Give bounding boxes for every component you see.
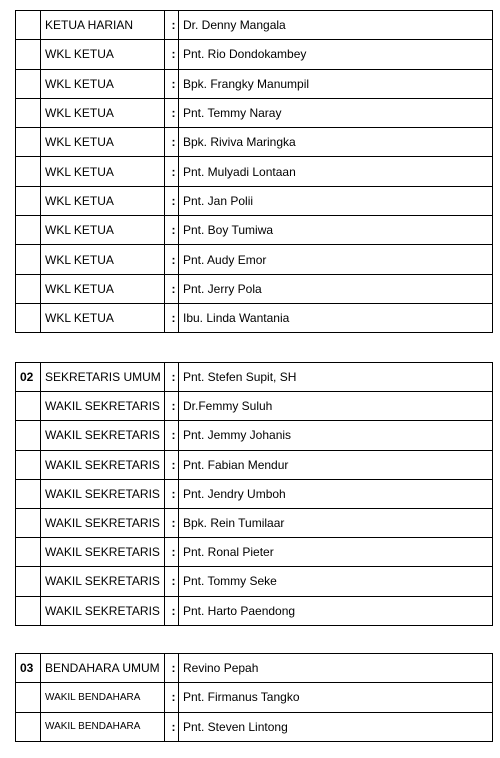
role-cell: WKL KETUA bbox=[41, 216, 165, 245]
colon-cell: : bbox=[165, 508, 179, 537]
number-cell bbox=[16, 392, 41, 421]
name-cell: Pnt. Ronal Pieter bbox=[179, 538, 493, 567]
colon-cell: : bbox=[165, 567, 179, 596]
table-row bbox=[16, 508, 493, 537]
name-cell: Pnt. Rio Dondokambey bbox=[179, 40, 493, 69]
table-row bbox=[16, 303, 493, 332]
name-cell: Bpk. Rein Tumilaar bbox=[179, 508, 493, 537]
section-number bbox=[16, 11, 41, 40]
name-cell: Dr.Femmy Suluh bbox=[179, 392, 493, 421]
name-cell: Pnt. Temmy Naray bbox=[179, 98, 493, 127]
table-row bbox=[16, 450, 493, 479]
table-row bbox=[16, 363, 493, 392]
name-cell: Dr. Denny Mangala bbox=[179, 11, 493, 40]
committee-table-ketua bbox=[15, 10, 493, 333]
name-cell: Pnt. Tommy Seke bbox=[179, 567, 493, 596]
table-row bbox=[16, 186, 493, 215]
colon-cell: : bbox=[165, 11, 179, 40]
role-cell: WAKIL SEKRETARIS bbox=[41, 508, 165, 537]
role-cell: WAKIL SEKRETARIS bbox=[41, 538, 165, 567]
name-cell: Pnt. Firmanus Tangko bbox=[179, 683, 493, 712]
role-cell: WKL KETUA bbox=[41, 40, 165, 69]
number-cell bbox=[16, 508, 41, 537]
name-cell: Revino Pepah bbox=[179, 654, 493, 683]
table-row bbox=[16, 157, 493, 186]
number-cell bbox=[16, 450, 41, 479]
number-cell bbox=[16, 128, 41, 157]
number-cell bbox=[16, 40, 41, 69]
role-cell: WKL KETUA bbox=[41, 69, 165, 98]
name-cell: Pnt. Harto Paendong bbox=[179, 596, 493, 625]
colon-cell: : bbox=[165, 128, 179, 157]
number-cell bbox=[16, 567, 41, 596]
section-number: 02 bbox=[16, 363, 41, 392]
role-cell: WAKIL SEKRETARIS bbox=[41, 479, 165, 508]
role-cell: WAKIL SEKRETARIS bbox=[41, 392, 165, 421]
role-cell: WKL KETUA bbox=[41, 245, 165, 274]
role-cell: WAKIL SEKRETARIS bbox=[41, 596, 165, 625]
role-cell: WAKIL BENDAHARA bbox=[41, 683, 165, 712]
colon-cell: : bbox=[165, 186, 179, 215]
number-cell bbox=[16, 479, 41, 508]
table-row bbox=[16, 40, 493, 69]
table-row bbox=[16, 654, 493, 683]
number-cell bbox=[16, 157, 41, 186]
table-row bbox=[16, 596, 493, 625]
table-row bbox=[16, 245, 493, 274]
colon-cell: : bbox=[165, 596, 179, 625]
table-row bbox=[16, 712, 493, 741]
name-cell: Pnt. Boy Tumiwa bbox=[179, 216, 493, 245]
table-row bbox=[16, 69, 493, 98]
number-cell bbox=[16, 186, 41, 215]
colon-cell: : bbox=[165, 712, 179, 741]
colon-cell: : bbox=[165, 303, 179, 332]
table-row bbox=[16, 128, 493, 157]
number-cell bbox=[16, 98, 41, 127]
name-cell: Pnt. Jerry Pola bbox=[179, 274, 493, 303]
role-cell: BENDAHARA UMUM bbox=[41, 654, 165, 683]
role-cell: WAKIL SEKRETARIS bbox=[41, 567, 165, 596]
section-number: 03 bbox=[16, 654, 41, 683]
role-cell: WKL KETUA bbox=[41, 98, 165, 127]
colon-cell: : bbox=[165, 245, 179, 274]
table-row bbox=[16, 567, 493, 596]
table-row bbox=[16, 11, 493, 40]
role-cell: WAKIL SEKRETARIS bbox=[41, 450, 165, 479]
name-cell: Pnt. Jemmy Johanis bbox=[179, 421, 493, 450]
role-cell: WKL KETUA bbox=[41, 303, 165, 332]
colon-cell: : bbox=[165, 450, 179, 479]
colon-cell: : bbox=[165, 654, 179, 683]
role-cell: SEKRETARIS UMUM bbox=[41, 363, 165, 392]
number-cell bbox=[16, 683, 41, 712]
role-cell: WKL KETUA bbox=[41, 274, 165, 303]
name-cell: Pnt. Jan Polii bbox=[179, 186, 493, 215]
colon-cell: : bbox=[165, 98, 179, 127]
role-cell: WAKIL SEKRETARIS bbox=[41, 421, 165, 450]
name-cell: Pnt. Fabian Mendur bbox=[179, 450, 493, 479]
table-row bbox=[16, 683, 493, 712]
table-row bbox=[16, 538, 493, 567]
number-cell bbox=[16, 274, 41, 303]
colon-cell: : bbox=[165, 683, 179, 712]
number-cell bbox=[16, 245, 41, 274]
colon-cell: : bbox=[165, 479, 179, 508]
number-cell bbox=[16, 712, 41, 741]
colon-cell: : bbox=[165, 157, 179, 186]
committee-table-bendahara bbox=[15, 653, 493, 742]
colon-cell: : bbox=[165, 363, 179, 392]
table-row bbox=[16, 98, 493, 127]
table-row bbox=[16, 392, 493, 421]
role-cell: WKL KETUA bbox=[41, 157, 165, 186]
name-cell: Bpk. Frangky Manumpil bbox=[179, 69, 493, 98]
number-cell bbox=[16, 421, 41, 450]
role-cell: KETUA HARIAN bbox=[41, 11, 165, 40]
colon-cell: : bbox=[165, 538, 179, 567]
colon-cell: : bbox=[165, 69, 179, 98]
number-cell bbox=[16, 538, 41, 567]
number-cell bbox=[16, 216, 41, 245]
colon-cell: : bbox=[165, 274, 179, 303]
name-cell: Pnt. Audy Emor bbox=[179, 245, 493, 274]
name-cell: Pnt. Jendry Umboh bbox=[179, 479, 493, 508]
number-cell bbox=[16, 69, 41, 98]
role-cell: WKL KETUA bbox=[41, 128, 165, 157]
name-cell: Ibu. Linda Wantania bbox=[179, 303, 493, 332]
name-cell: Bpk. Riviva Maringka bbox=[179, 128, 493, 157]
table-row bbox=[16, 274, 493, 303]
committee-table-sekretaris bbox=[15, 362, 493, 626]
colon-cell: : bbox=[165, 421, 179, 450]
role-cell: WAKIL BENDAHARA bbox=[41, 712, 165, 741]
name-cell: Pnt. Stefen Supit, SH bbox=[179, 363, 493, 392]
table-row bbox=[16, 421, 493, 450]
table-row bbox=[16, 216, 493, 245]
name-cell: Pnt. Mulyadi Lontaan bbox=[179, 157, 493, 186]
role-cell: WKL KETUA bbox=[41, 186, 165, 215]
colon-cell: : bbox=[165, 392, 179, 421]
table-row bbox=[16, 479, 493, 508]
number-cell bbox=[16, 596, 41, 625]
colon-cell: : bbox=[165, 216, 179, 245]
number-cell bbox=[16, 303, 41, 332]
colon-cell: : bbox=[165, 40, 179, 69]
name-cell: Pnt. Steven Lintong bbox=[179, 712, 493, 741]
